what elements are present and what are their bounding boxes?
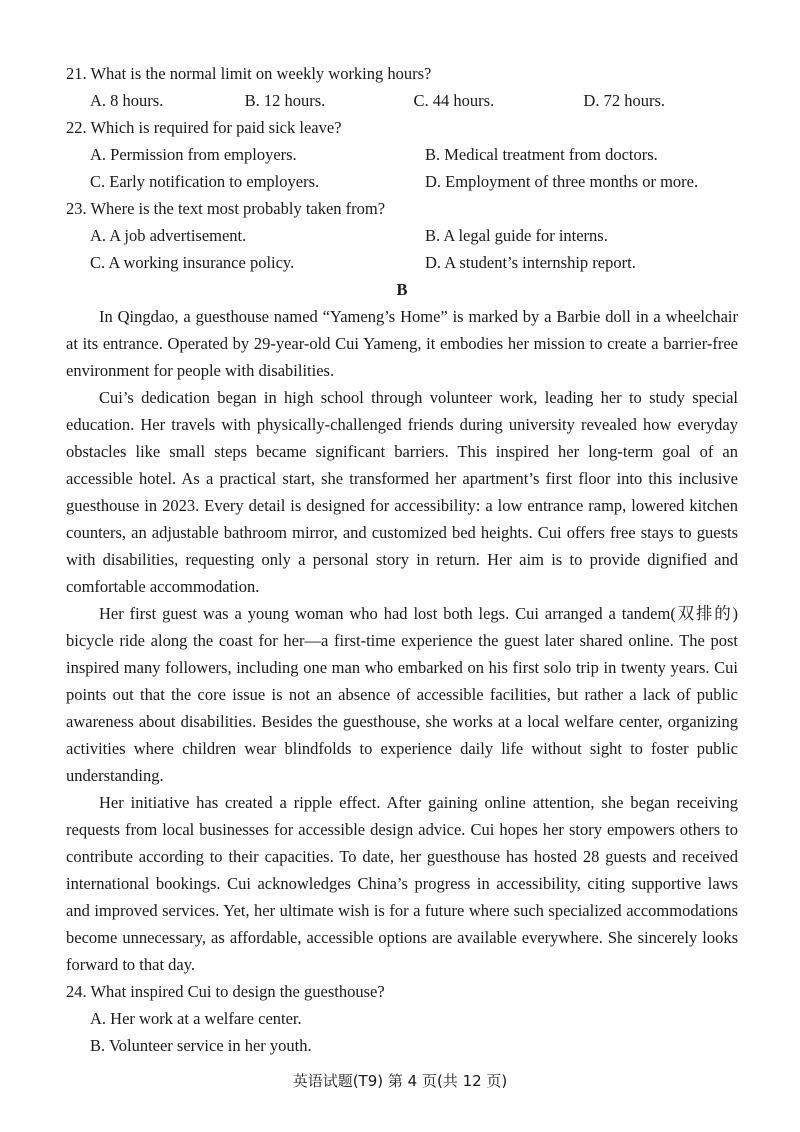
option-22-a: A. Permission from employers.: [90, 145, 297, 164]
option-21-d: D. 72 hours.: [583, 91, 665, 110]
option-23-a: A. A job advertisement.: [90, 226, 247, 245]
question-22: 22. Which is required for paid sick leave?: [66, 118, 342, 137]
question-23-options-row-1: [66, 222, 738, 249]
passage-paragraph-2: Cui’s dedication began in high school through volunteer work, leading her to study special education. Her travels with physically-challenged friends during university revealed how everyday obstacles like small steps became significant barriers. This inspired her long-term goal of an accessible hotel. As a practical start, she transformed her apartment’s first floor into this inclusive guesthouse in 2023. Every detail is designed for accessibility: a low entrance ramp, lowered kitchen counters, an adjustable bathroom mirror, and customized bed heights. Cui offers free stays to guests with disabilities, requesting only a personal story in return. Her aim is to provide dignified and comfortable accommodation.: [66, 388, 738, 596]
question-24: 24. What inspired Cui to design the guesthouse?: [66, 982, 385, 1001]
option-22-d: D. Employment of three months or more.: [425, 172, 699, 191]
section-label: B: [396, 280, 408, 299]
option-21-b: B. 12 hours.: [244, 91, 326, 110]
option-24-b: B. Volunteer service in her youth.: [90, 1036, 312, 1055]
option-22-c: C. Early notification to employers.: [90, 172, 320, 191]
option-21-a: A. 8 hours.: [90, 91, 164, 110]
passage-paragraph-1: In Qingdao, a guesthouse named “Yameng’s Home” is marked by a Barbie doll in a wheelchair at its entrance. Operated by 29-year-old Cui Yameng, it embodies her mission to create a barrier-free environment for people with disabilities.: [66, 307, 738, 380]
question-23: 23. Where is the text most probably taken from?: [66, 199, 386, 218]
exam-page: [66, 60, 738, 1059]
page-footer: 英语试题(T9) 第 4 页(共 12 页): [292, 1072, 508, 1090]
option-22-b: B. Medical treatment from doctors.: [425, 145, 658, 164]
question-21-options: [66, 87, 738, 114]
question-22-options-row-1: [66, 141, 738, 168]
passage-paragraph-4: Her initiative has created a ripple effect. After gaining online attention, she began receiving requests from local businesses for accessible design advice. Cui hopes her story empowers others to contribute according to their capacities. To date, her guesthouse has hosted 28 guests and received international bookings. Cui acknowledges China’s progress in accessibility, citing supportive laws and improved services. Yet, her ultimate wish is for a future where such specialized accommodations become unnecessary, as affordable, accessible options are available everywhere. She sincerely looks forward to that day.: [66, 793, 738, 974]
question-22-options-row-2: [66, 168, 738, 195]
option-24-a: A. Her work at a welfare center.: [90, 1009, 302, 1028]
question-23-options-row-2: [66, 249, 738, 276]
option-23-d: D. A student’s internship report.: [425, 253, 636, 272]
option-21-c: C. 44 hours.: [413, 91, 495, 110]
option-23-c: C. A working insurance policy.: [90, 253, 295, 272]
passage-paragraph-3: Her first guest was a young woman who had lost both legs. Cui arranged a tandem(双排的) bicycle ride along the coast for her—a first-time experience the guest later shared online. The post inspired many followers, including one man who embarked on his first solo trip in twenty years. Cui points out that the core issue is not an absence of accessible facilities, but rather a lack of public awareness about disabilities. Besides the guesthouse, she works at a local welfare center, organizing activities where children wear blindfolds to experience daily life without sight to foster public understanding.: [66, 604, 738, 785]
option-23-b: B. A legal guide for interns.: [425, 226, 608, 245]
question-21: 21. What is the normal limit on weekly working hours?: [66, 64, 432, 83]
